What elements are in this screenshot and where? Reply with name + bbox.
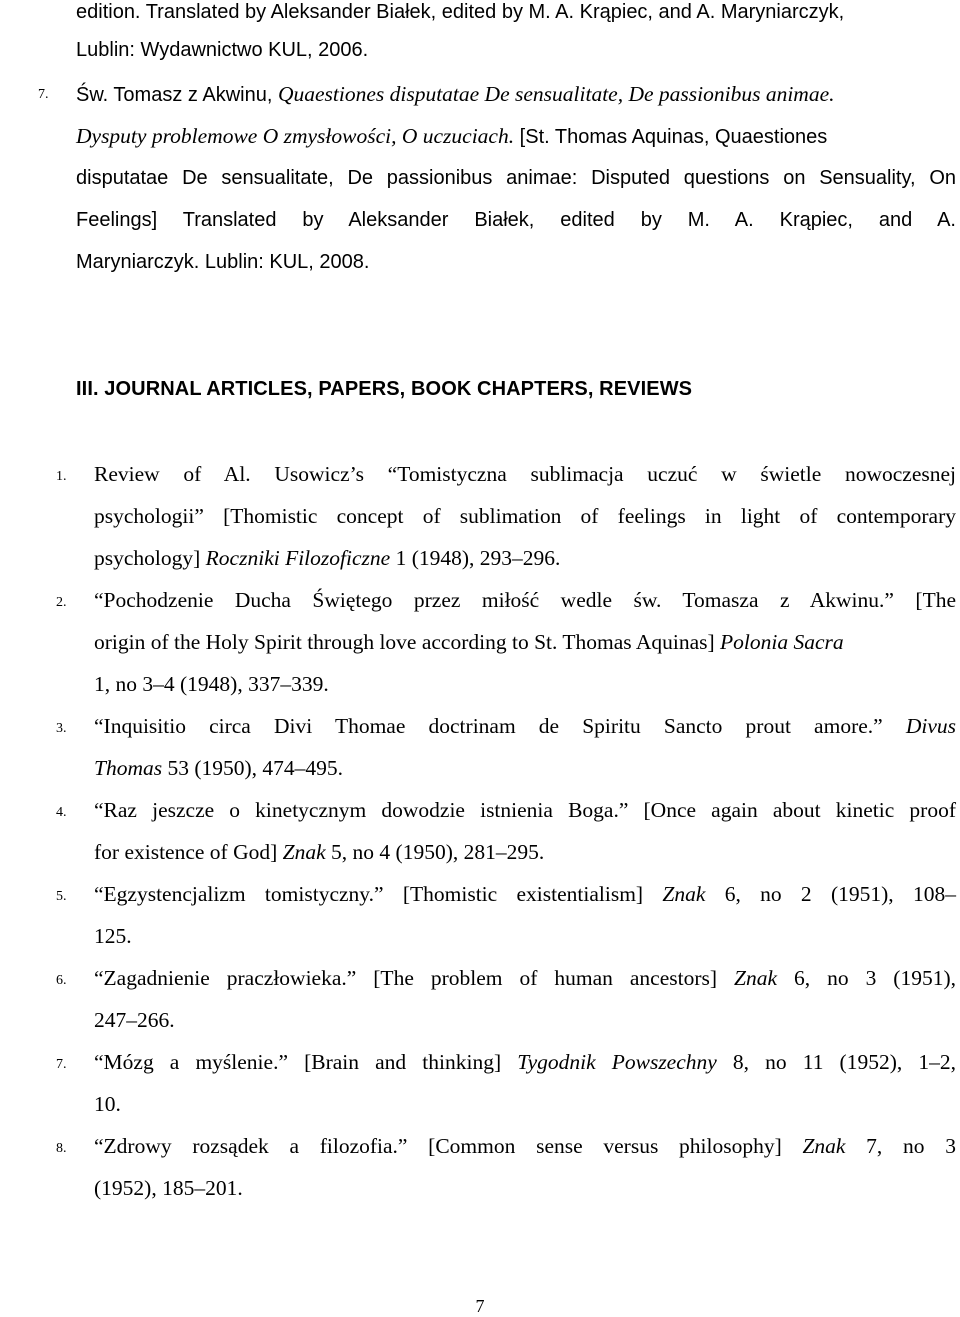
article-text: “Zdrowy rozsądek a filozofia.” [Common sense versus philosophy] — [94, 1134, 803, 1158]
article-text: for existence of God] — [94, 840, 283, 864]
entry7-subtitle-italic: Dysputy problemowe O zmysłowości, O uczuciach. — [76, 124, 515, 148]
article-text: 7, no 3 — [845, 1134, 956, 1158]
journal-title: Znak — [734, 966, 777, 990]
entry7-text: [St. Thomas Aquinas, Quaestiones — [514, 126, 828, 148]
article-text: 6, no 3 (1951), — [777, 966, 956, 990]
article-text: 5, no 4 (1950), 281–295. — [325, 840, 545, 864]
journal-title: Znak — [662, 882, 706, 906]
article-8-line1 — [94, 1136, 956, 1158]
article-text: “Egzystencjalizm tomistyczny.” [Thomistic existentialism] — [94, 882, 663, 906]
article-3-line1 — [94, 716, 956, 738]
section-heading: III. JOURNAL ARTICLES, PAPERS, BOOK CHAPTERS, REVIEWS — [76, 378, 693, 400]
article-text: “Zagadnienie praczłowieka.” [The problem of human ancestors] — [94, 966, 734, 990]
article-number: 6. — [56, 973, 67, 988]
entry-continuation-line1: edition. Translated by Aleksander Białek, edited by M. A. Krąpiec, and A. Maryniarczyk, — [76, 1, 845, 23]
page-number: 7 — [475, 1296, 485, 1316]
entry7-title-italic: Quaestiones disputatae De sensualitate, De passionibus animae. — [277, 82, 835, 106]
entry7-line3: disputatae De sensualitate, De passionibus animae: Disputed questions on Sensuality, On — [76, 167, 956, 189]
article-number: 8. — [56, 1141, 67, 1156]
article-2-line3: 1, no 3–4 (1948), 337–339. — [94, 672, 329, 696]
article-8-line2: (1952), 185–201. — [94, 1176, 243, 1200]
article-number: 3. — [56, 721, 67, 736]
article-5-line2: 125. — [94, 924, 132, 948]
article-3-line2 — [94, 758, 343, 780]
entry7-line5: Maryniarczyk. Lublin: KUL, 2008. — [76, 251, 370, 273]
journal-title: Znak — [282, 840, 326, 864]
article-number: 2. — [56, 595, 67, 610]
article-2-line1: “Pochodzenie Ducha Świętego przez miłość wedle św. Tomasza z Akwinu.” [The — [94, 588, 956, 612]
entry7-line2 — [76, 126, 827, 148]
journal-title: Polonia Sacra — [720, 630, 844, 654]
article-7-line1 — [94, 1052, 956, 1074]
article-text: psychology] — [94, 546, 206, 570]
journal-title: Tygodnik Powszechny — [517, 1050, 717, 1074]
entry7-line4: Feelings] Translated by Aleksander Białek, edited by M. A. Krąpiec, and A. — [76, 209, 956, 231]
article-1-line3 — [94, 548, 560, 570]
journal-title: Thomas — [94, 756, 163, 780]
article-text: 1 (1948), 293–296. — [390, 546, 561, 570]
article-text: 8, no 11 (1952), 1–2, — [716, 1050, 956, 1074]
journal-title: Roczniki Filozoficzne — [205, 546, 391, 570]
article-text: 53 (1950), 474–495. — [162, 756, 344, 780]
article-1-line2: psychologii” [Thomistic concept of sublimation of feelings in light of contemporary — [94, 504, 956, 528]
entry-continuation-line2: Lublin: Wydawnictwo KUL, 2006. — [76, 39, 369, 61]
article-7-line2: 10. — [94, 1092, 121, 1116]
article-6-line2: 247–266. — [94, 1008, 175, 1032]
article-2-line2 — [94, 632, 844, 654]
entry-number: 7. — [38, 87, 49, 102]
entry7-line1 — [76, 84, 835, 106]
article-text: “Mózg a myślenie.” [Brain and thinking] — [94, 1050, 518, 1074]
article-number: 5. — [56, 889, 67, 904]
article-6-line1 — [94, 968, 956, 990]
article-4-line1: “Raz jeszcze o kinetycznym dowodzie istnienia Boga.” [Once again about kinetic proof — [94, 798, 956, 822]
article-text: origin of the Holy Spirit through love according to St. Thomas Aquinas] — [94, 630, 721, 654]
entry7-text: Św. Tomasz z Akwinu, — [76, 84, 278, 106]
article-number: 7. — [56, 1057, 67, 1072]
article-5-line1 — [94, 884, 956, 906]
article-number: 4. — [56, 805, 67, 820]
article-4-line2 — [94, 842, 544, 864]
article-1-line1: Review of Al. Usowicz’s “Tomistyczna sublimacja uczuć w świetle nowoczesnej — [94, 462, 956, 486]
article-number: 1. — [56, 469, 67, 484]
article-text: “Inquisitio circa Divi Thomae doctrinam de Spiritu Sancto prout amore.” — [94, 714, 906, 738]
journal-title: Divus — [905, 714, 956, 738]
article-text: 6, no 2 (1951), 108– — [705, 882, 956, 906]
journal-title: Znak — [802, 1134, 846, 1158]
